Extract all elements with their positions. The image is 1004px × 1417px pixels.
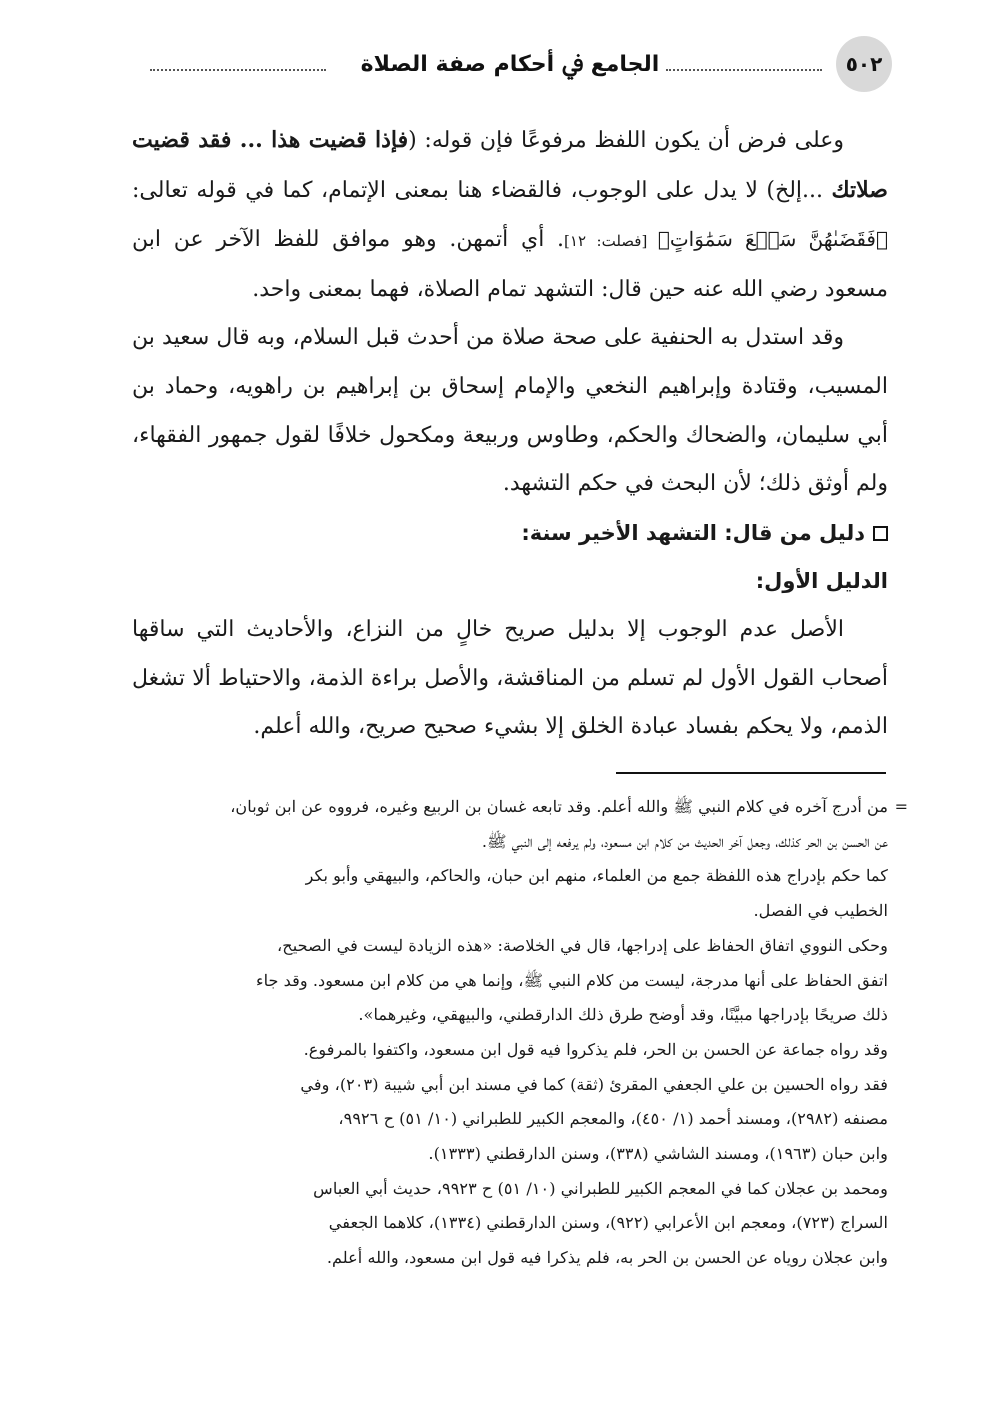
paragraph: وقد استدل به الحنفية على صحة صلاة من أحدث قبل السلام، وبه قال سعيد بن المسيب، وقتادة وإبراهيم النخعي والإمام إسحاق بن إبراهيم بن راهويه، وحماد بن أبي سليمان، والضحاك والحكم، وطاوس وربيعة ومكحول خلافًا لقول جمهور الفقهاء، ولم أوثق ذلك؛ لأن البحث في حكم التشهد.	[132, 325, 889, 497]
sub-heading: الدليل الأول:	[755, 569, 888, 594]
section-heading-text: دليل من قال: التشهد الأخير سنة:	[521, 520, 865, 545]
text-run: ...إلخ) لا يدل على الوجوب، فالقضاء هنا بمعنى الإتمام، كما في قوله تعالى:	[132, 177, 832, 203]
header-dotted-leader	[666, 69, 822, 71]
book-title: الجامع ﰲ أحكام صفة الصلاة	[360, 52, 660, 77]
main-text	[132, 116, 888, 752]
footnote-line: وابن حبان (١٩٦٣)، ومسند الشاشي (٣٣٨)، وسنن الدارقطني (١٣٣٣).	[428, 1144, 888, 1164]
footnote-line: الخطيب في الفصل.	[753, 901, 888, 921]
paragraph	[132, 116, 888, 314]
continuation-mark: =	[894, 797, 908, 816]
footnote-line: كما حكم بإدراج هذه اللفظة جمع من العلماء، منهم ابن حبان، والحاكم، والبيهقي وأبو بكر	[305, 866, 888, 886]
footnote-line: وابن عجلان روياه عن الحسن بن الحر به، فلم يذكرا فيه قول ابن مسعود، والله أعلم.	[326, 1248, 888, 1268]
footnote-line: فقد رواه الحسين بن علي الجعفي المقرئ (ثقة) كما في مسند ابن أبي شيبة (٢٠٣)، وفي	[300, 1074, 888, 1094]
footnotes	[132, 790, 908, 1276]
verse-reference: [فصلت: ١٢]	[564, 232, 658, 251]
text-run: وعلى فرض أن يكون اللفظ مرفوعًا فإن قوله: (	[408, 128, 844, 153]
footnote-line: وحكى النووي اتفاق الحفاظ على إدراجها، قال في الخلاصة: «هذه الزيادة ليست في الصحيح،	[277, 935, 888, 955]
header-dotted-leader	[150, 69, 326, 71]
footnote-line: وقد رواه جماعة عن الحسن بن الحر، فلم يذكروا فيه قول ابن مسعود، واكتفوا بالمرفوع.	[303, 1039, 888, 1059]
paragraph: الأصل عدم الوجوب إلا بدليل صريح خالٍ من النزاع، والأحاديث التي ساقها أصحاب القول الأول لم تسلم من المناقشة، والأصل براءة الذمة، والاحتياط ألا تشغل الذمم، ولا يحكم بفساد عبادة الخلق إلا بشيء صحيح صريح، والله أعلم.	[132, 616, 888, 740]
footnote-line: من أدرج آخره في كلام النبي ﷺ والله أعلم. وقد تابعه غسان بن الربيع وغيره، فرووه عن ابن ثوبان،	[230, 797, 888, 816]
footnote-line: السراج (٧٢٣)، ومعجم ابن الأعرابي (٩٢٢)، وسنن الدارقطني (١٣٣٤)، كلاهما الجعفي	[328, 1213, 888, 1233]
square-bullet-icon	[873, 526, 888, 541]
footnote-line: ومحمد بن عجلان كما في المعجم الكبير للطبراني (١٠/ ٥١) ح ٩٩٢٣، حديث أبي العباس	[313, 1178, 888, 1198]
footnote-line: عن الحسن بن الحر كذلك، وجعل آخر الحديث من كلام ابن مسعود، ولم يرفعه إلى النبي ﷺ.	[481, 831, 888, 851]
footnote-line: ذلك صريحًا بإدراجها مبيَّنًا، وقد أوضح طرق ذلك الدارقطني، والبيهقي، وغيرهما».	[358, 1005, 888, 1025]
footnote-separator	[616, 772, 886, 774]
text-run: . أي أتمهن. وهو موافق للفظ الآخر عن ابن مسعود رضي الله عنه حين قال: التشهد تمام الصلاة، فهما بمعنى واحد.	[132, 227, 888, 302]
footnote-line: اتفق الحفاظ على أنها مدرجة، ليست من كلام النبي ﷺ، وإنما هي من كلام ابن مسعود. وقد جاء	[255, 970, 888, 990]
quran-verse: ﴿فَقَضَىٰهُنَّ سَبۡعَ سَمَٰوَاتٍ﴾	[657, 227, 888, 252]
footnote-line: مصنفه (٢٩٨٢)، ومسند أحمد (١/ ٤٥٠)، والمعجم الكبير للطبراني (١٠/ ٥١) ح ٩٩٢٦،	[338, 1109, 888, 1129]
bold-quote: فإذا قضيت هذا ... فقد قضيت صلاتك	[132, 127, 888, 203]
page-number-badge: ٥٠٢	[836, 36, 892, 92]
section-heading	[132, 509, 888, 558]
running-header	[150, 36, 892, 112]
